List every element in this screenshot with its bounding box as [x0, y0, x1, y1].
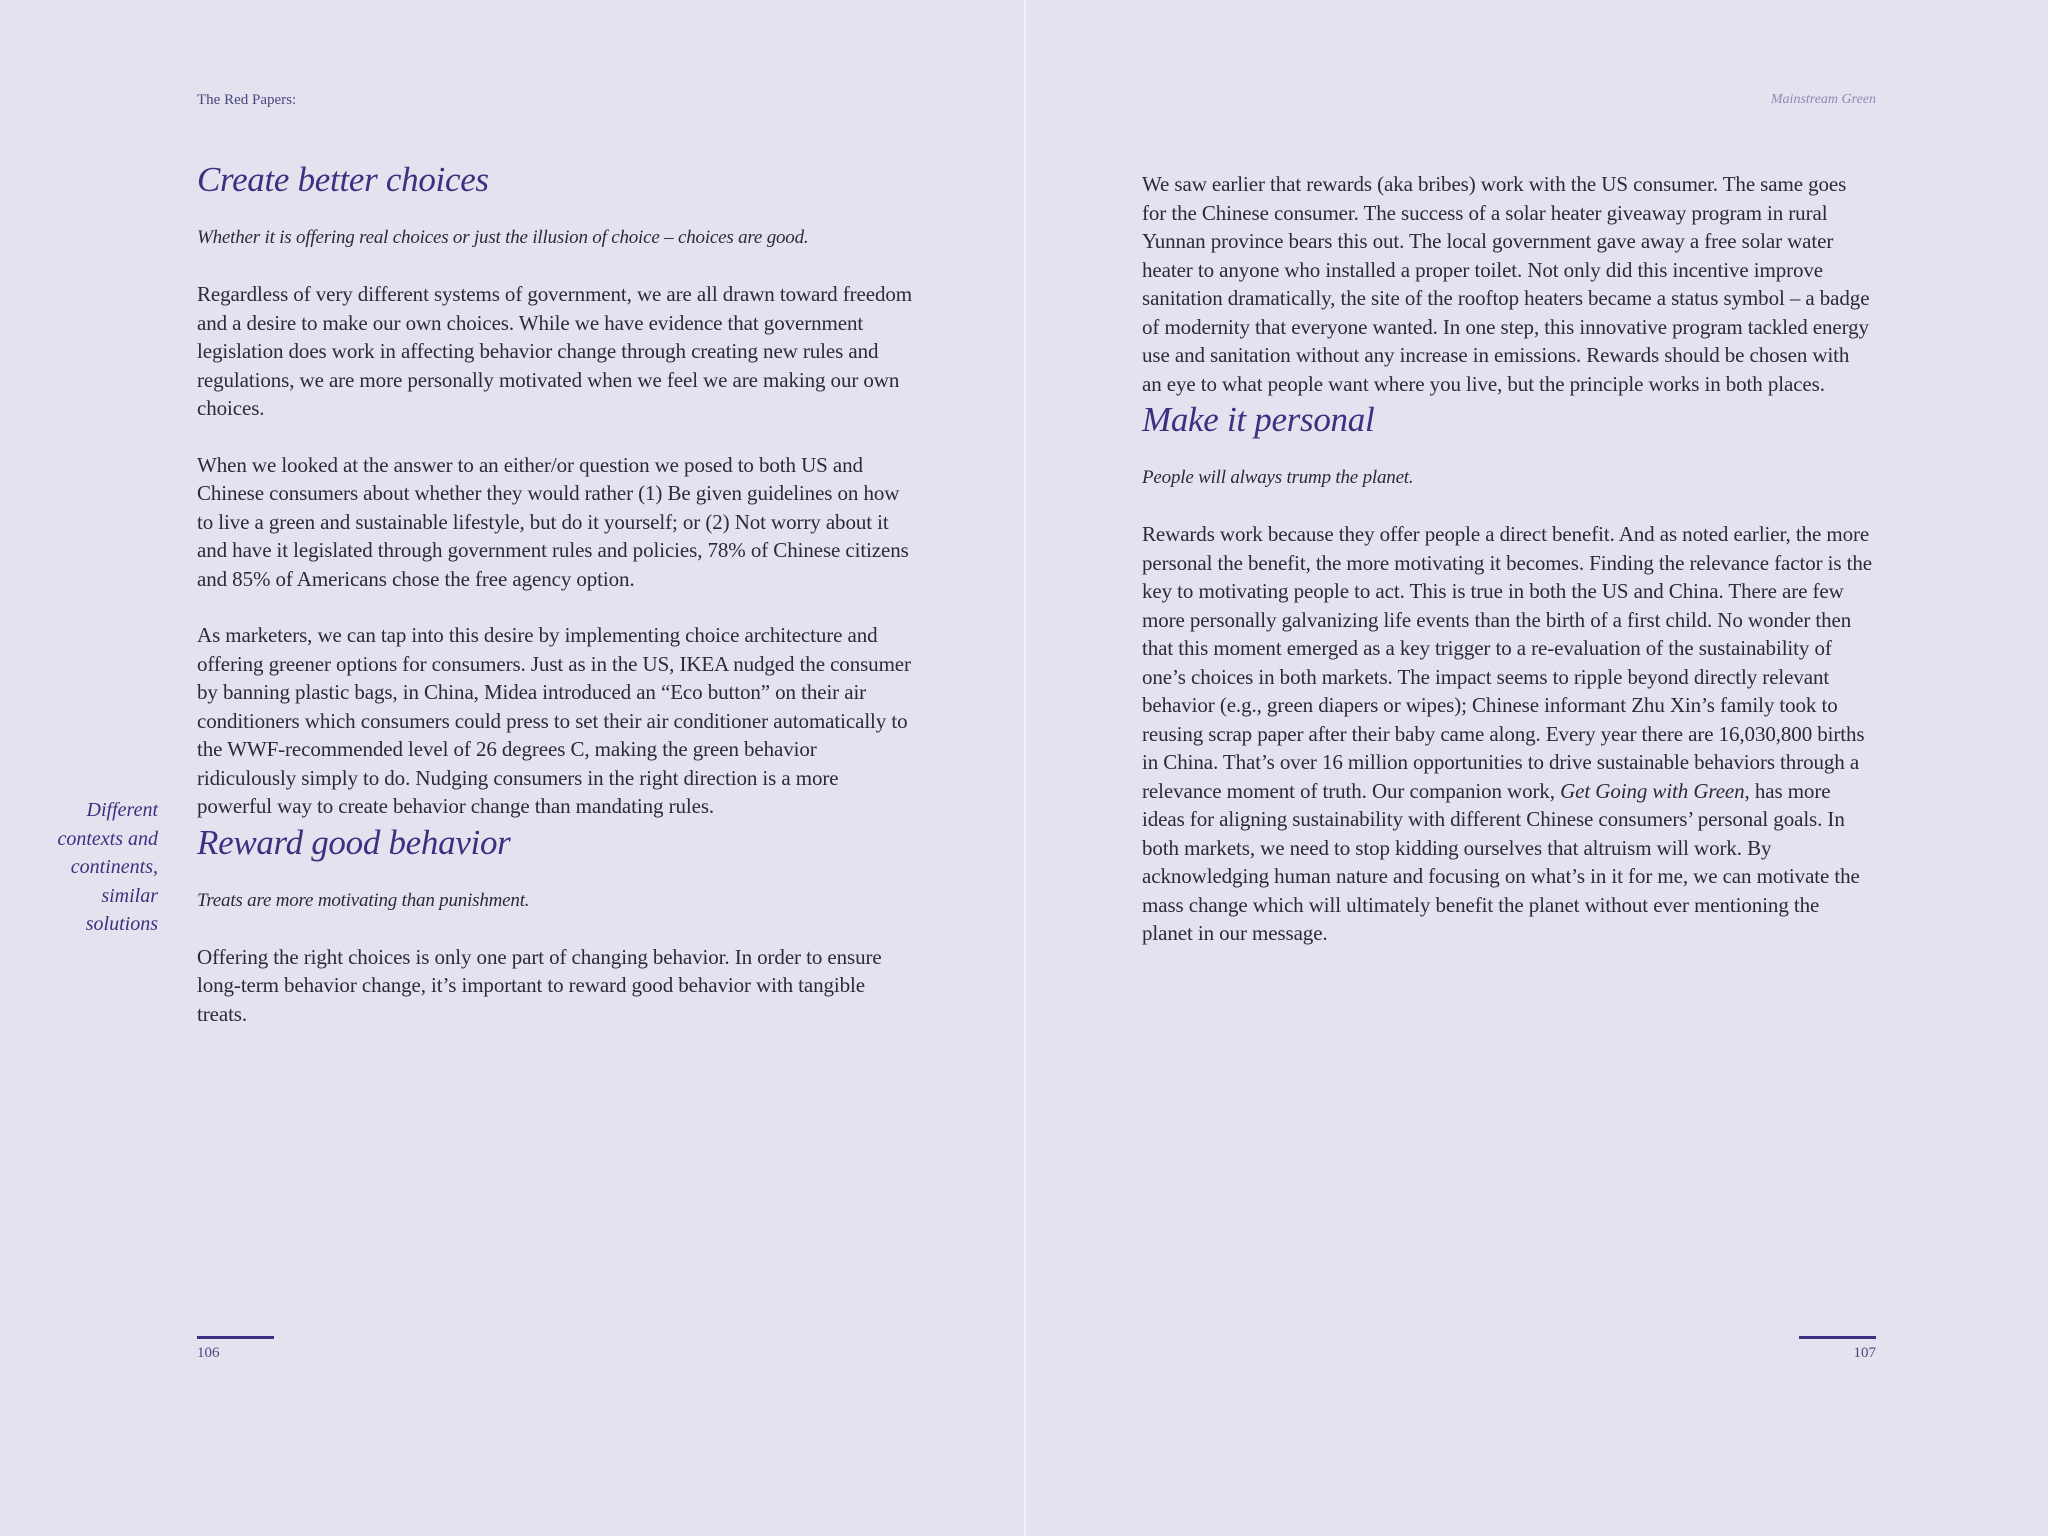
page-number-left: 106: [197, 1345, 220, 1361]
folio-rule-left: [197, 1336, 274, 1339]
right-column: [1142, 170, 1872, 948]
right-page: [1025, 0, 2048, 1536]
body-paragraph: As marketers, we can tap into this desire by implementing choice architecture and offering greener options for consumers. Just as in the US, IKEA nudged the consumer by banning plastic bags, in China, Midea introduced an “Eco button” on their air conditioners which consumers could press to set their air conditioner automatically to the WWF-recommended level of 26 degrees C, making the green behavior ridiculously simply to do. Nudging consumers in the right direction is a more powerful way to create behavior change than mandating rules.: [197, 623, 911, 818]
body-paragraph: Offering the right choices is only one part of changing behavior. In order to ensure long-term behavior change, it’s important to reward good behavior with tangible treats.: [197, 944, 882, 1026]
section-subhead: People will always trump the planet.: [1142, 467, 1414, 488]
section-title-make-it-personal: Make it personal: [1142, 400, 1375, 439]
body-paragraph: We saw earlier that rewards (aka bribes) work with the US consumer. The same goes for the Chinese consumer. The success of a solar heater giveaway program in rural Yunnan province bears this out. The local government gave away a free solar water heater to anyone who installed a proper toilet. Not only did this incentive improve sanitation dramatically, the site of the rooftop heaters became a status symbol – a badge of modernity that everyone wanted. In one step, this innovative program tackled energy use and sanitation without any increase in emissions. Rewards should be chosen with an eye to what people want where you live, but the principle works in both places.: [1142, 172, 1870, 396]
book-title-italic: Get Going with Green: [1560, 778, 1745, 803]
body-text: , has more ideas for aligning sustainability with different Chinese consumers’ personal goals. In both markets, we need to stop kidding ourselves that altruism will work. By acknowledging human nature and focusing on what’s in it for me, we can motivate the mass change which will ultimately benefit the planet without ever mentioning the planet in our message.: [1142, 778, 1860, 945]
page-number-right: 107: [1853, 1345, 1876, 1361]
section-subhead: Whether it is offering real choices or just the illusion of choice – choices are good.: [197, 227, 809, 248]
section-title-reward-good-behavior: Reward good behavior: [197, 822, 511, 862]
body-paragraph: Regardless of very different systems of government, we are all drawn toward freedom and a desire to make our own choices. While we have evidence that government legislation does work in affecting behavior change through creating new rules and regulations, we are more personally motivated when we feel we are making our own choices.: [197, 282, 912, 420]
margin-note: Different contexts and continents, similar solutions: [57, 799, 158, 935]
body-paragraph: [1142, 520, 1872, 948]
running-head-right: Mainstream Green: [1770, 92, 1876, 107]
body-paragraph: When we looked at the answer to an either/or question we posed to both US and Chinese consumers about whether they would rather (1) Be given guidelines on how to live a green and sustainable lifestyle, but do it yourself; or (2) Not worry about it and have it legislated through government rules and policies, 78% of Chinese citizens and 85% of Americans chose the free agency option.: [197, 452, 909, 591]
section-title-create-better-choices: Create better choices: [197, 160, 489, 199]
running-head-left: The Red Papers:: [197, 92, 297, 108]
body-text: Rewards work because they offer people a direct benefit. And as noted earlier, the more personal the benefit, the more motivating it becomes. Finding the relevance factor is the key to motivating people to act. This is true in both the US and China. There are few more personally galvanizing life events than the birth of a first child. No wonder then that this moment emerged as a key trigger to a re-evaluation of the sustainability of one’s choices in both markets. The impact seems to ripple beyond directly relevant behavior (e.g., green diapers or wipes); Chinese informant Zhu Xin’s family took to reusing scrap paper after their baby came along. Every year there are 16,030,800 births in China. That’s over 16 million opportunities to drive sustainable behaviors through a relevance moment of truth. Our companion work,: [1142, 522, 1872, 803]
left-column: [197, 158, 917, 1028]
folio-rule-right: [1799, 1336, 1876, 1339]
section-subhead: Treats are more motivating than punishment.: [197, 889, 530, 911]
